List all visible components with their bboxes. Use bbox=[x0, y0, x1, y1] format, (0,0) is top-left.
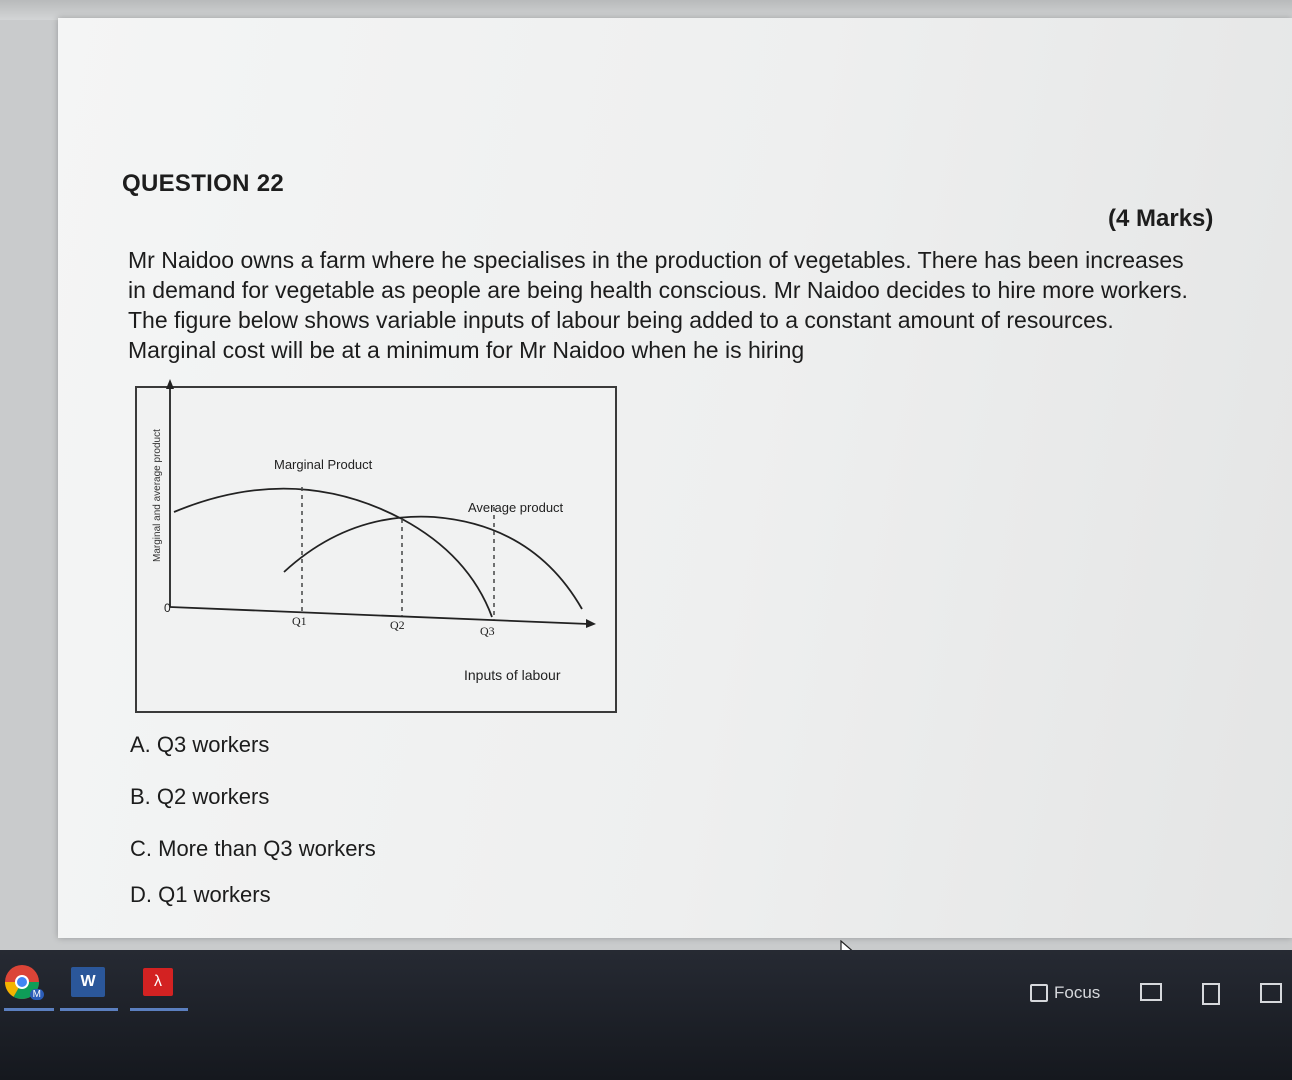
stem-line: Mr Naidoo owns a farm where he specialises in the production of vegetables. There has been increases bbox=[128, 247, 1184, 273]
question-stem bbox=[128, 245, 1210, 365]
question-title: QUESTION 22 bbox=[122, 170, 285, 197]
acrobat-active-indicator bbox=[130, 1008, 188, 1011]
focus-icon bbox=[1030, 984, 1048, 1002]
figure-svg bbox=[134, 367, 618, 715]
option-d[interactable]: D. Q1 workers bbox=[130, 882, 271, 907]
read-mode-icon bbox=[1140, 983, 1162, 1001]
chrome-icon[interactable] bbox=[2, 962, 42, 1002]
profile-badge: M bbox=[30, 989, 44, 1000]
screen-bezel-top bbox=[0, 0, 1292, 20]
q3-tick-label: Q3 bbox=[480, 624, 495, 638]
production-figure bbox=[134, 367, 618, 715]
y-axis-label: Marginal and average product bbox=[152, 429, 163, 562]
option-a[interactable]: A. Q3 workers bbox=[130, 732, 270, 757]
word-active-indicator bbox=[60, 1008, 118, 1011]
figure-frame bbox=[136, 387, 616, 712]
word-badge: W bbox=[71, 967, 105, 997]
origin-label: 0 bbox=[164, 601, 171, 615]
option-b[interactable]: B. Q2 workers bbox=[130, 784, 270, 809]
web-layout-button[interactable] bbox=[1260, 983, 1282, 1003]
focus-label: Focus bbox=[1054, 983, 1101, 1002]
question-marks: (4 Marks) bbox=[1108, 205, 1214, 232]
stem-line: in demand for vegetable as people are being health conscious. Mr Naidoo decides to hire more workers. bbox=[128, 277, 1188, 303]
stem-line: The figure below shows variable inputs of labour being added to a constant amount of resources. bbox=[128, 307, 1114, 333]
ap-label: Average product bbox=[468, 500, 564, 515]
stem-line: Marginal cost will be at a minimum for Mr Naidoo when he is hiring bbox=[128, 337, 805, 363]
print-layout-icon bbox=[1202, 983, 1220, 1005]
web-layout-icon bbox=[1260, 983, 1282, 1003]
chrome-active-indicator bbox=[4, 1008, 54, 1011]
y-axis-arrow-icon bbox=[166, 379, 174, 389]
focus-button[interactable] bbox=[1030, 983, 1100, 1003]
acrobat-icon[interactable]: λ bbox=[138, 962, 178, 1002]
q2-tick-label: Q2 bbox=[390, 618, 405, 632]
taskbar bbox=[0, 950, 1292, 1080]
x-axis-label: Inputs of labour bbox=[464, 667, 561, 683]
read-mode-button[interactable] bbox=[1140, 983, 1162, 1001]
word-icon[interactable] bbox=[68, 962, 108, 1002]
q1-tick-label: Q1 bbox=[292, 614, 307, 628]
print-layout-button[interactable] bbox=[1202, 983, 1220, 1005]
mp-label: Marginal Product bbox=[274, 457, 373, 472]
option-c[interactable]: C. More than Q3 workers bbox=[130, 836, 376, 861]
